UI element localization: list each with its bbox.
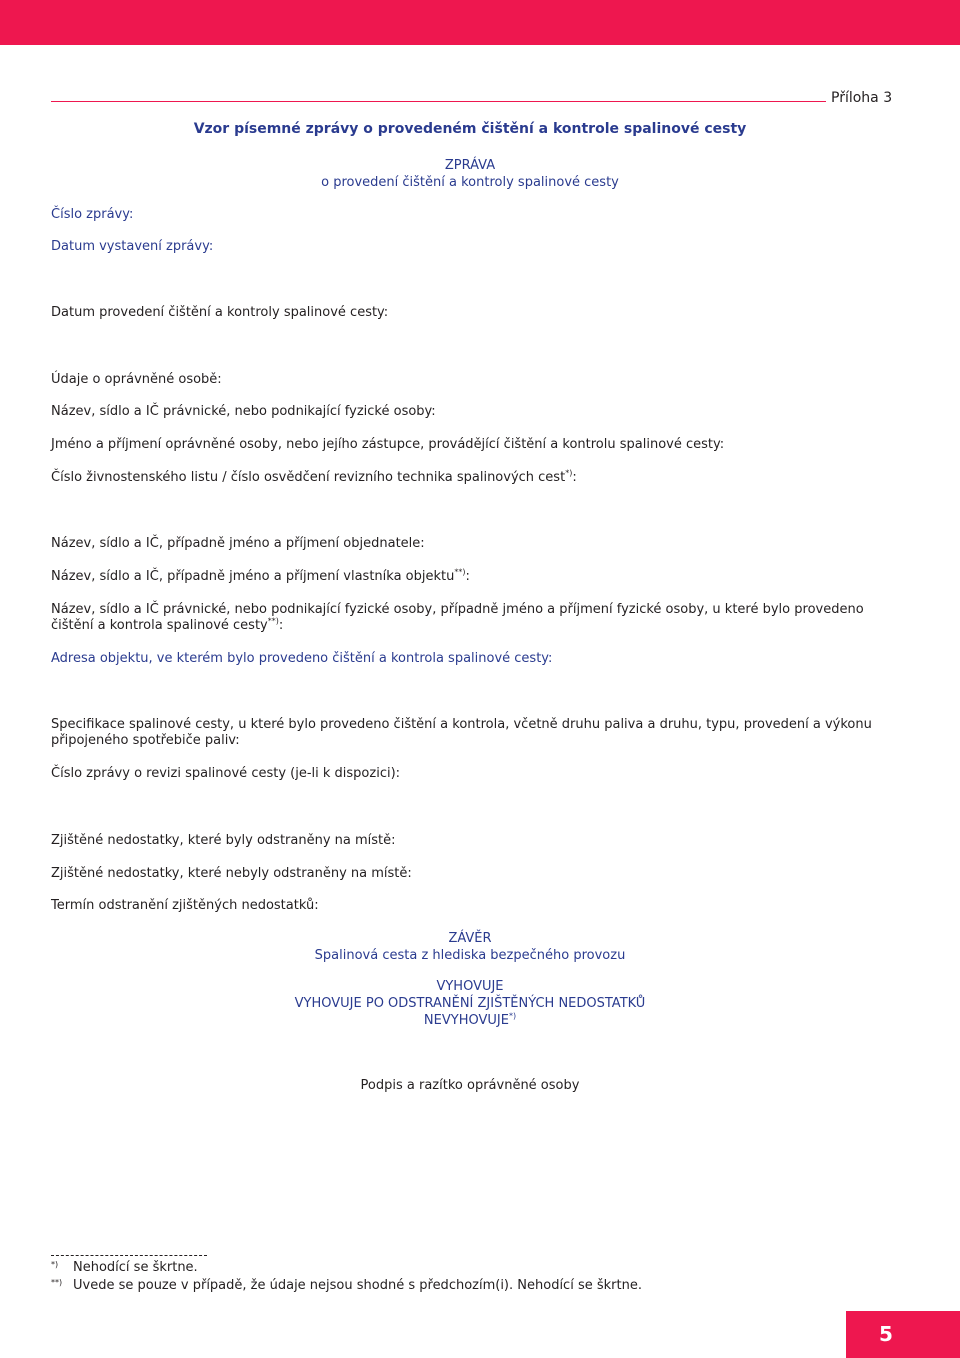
- field-customer: Název, sídlo a IČ, případně jméno a příjmení objednatele:: [51, 536, 425, 551]
- footnote-1: [51, 1260, 198, 1276]
- footnote-ref: **): [267, 616, 279, 626]
- footnote-ref: *): [508, 1011, 517, 1021]
- conclusion-heading: ZÁVĚR: [448, 931, 492, 946]
- conclusion-option-fail: [0, 1012, 940, 1029]
- field-authorized-person: Údaje o oprávněné osobě:: [51, 372, 222, 387]
- document-title: Vzor písemné zprávy o provedeném čištění a kontrole spalinové cesty: [193, 121, 747, 137]
- conclusion-option-pass: VYHOVUJE: [436, 979, 504, 994]
- footnote-divider: [51, 1255, 207, 1256]
- field-address: Adresa objektu, ve kterém bylo provedeno čištění a kontrola spalinové cesty:: [51, 651, 553, 666]
- report-heading-block: [0, 157, 940, 191]
- report-heading: ZPRÁVA: [444, 158, 496, 173]
- page-number: 5: [879, 1322, 893, 1346]
- footnote-text: Uvede se pouze v případě, že údaje nejsou shodné s předchozím(i). Nehodící se škrtne.: [73, 1278, 642, 1293]
- field-user-label: Název, sídlo a IČ právnické, nebo podnikající fyzické osoby, případně jméno a příjmení fyzické osoby, u které bylo provedeno čištění a kontrola spalinové cesty: [51, 602, 864, 633]
- field-specification: Specifikace spalinové cesty, u které bylo provedeno čištění a kontrola, včetně druhu paliva a druhu, typu, provedení a výkonu připojeného spotřebiče paliv:: [51, 717, 872, 748]
- footnote-mark: *): [51, 1260, 59, 1269]
- field-defects-not-fixed: Zjištěné nedostatky, které nebyly odstraněny na místě:: [51, 866, 412, 881]
- header-rule: [51, 101, 826, 102]
- footnote-mark: **): [51, 1278, 63, 1287]
- field-user: [51, 602, 901, 634]
- top-color-band: [0, 0, 960, 45]
- footnote-ref: **): [454, 567, 466, 577]
- footnote-ref: *): [565, 468, 573, 478]
- conclusion-options: [0, 978, 940, 1029]
- field-execution-date: Datum provedení čištění a kontroly spalinové cesty:: [51, 305, 389, 320]
- field-owner-suffix: :: [465, 569, 470, 584]
- field-owner-label: Název, sídlo a IČ, případně jméno a příjmení vlastníka objektu: [51, 569, 455, 584]
- field-license-number: [51, 470, 901, 486]
- field-defects-fixed: Zjištěné nedostatky, které byly odstraněny na místě:: [51, 833, 396, 848]
- field-revision-report: Číslo zprávy o revizi spalinové cesty (je-li k dispozici):: [51, 766, 401, 781]
- field-user-suffix: :: [278, 618, 284, 633]
- field-license-number-suffix: :: [572, 470, 577, 485]
- field-report-number: Číslo zprávy:: [51, 207, 134, 222]
- conclusion-heading-block: [0, 930, 940, 964]
- footnote-text: Nehodící se škrtne.: [73, 1260, 198, 1275]
- appendix-label: Příloha 3: [831, 90, 893, 106]
- conclusion-option-fail-label: NEVYHOVUJE: [423, 1013, 509, 1028]
- field-person-name: Jméno a příjmení oprávněné osoby, nebo jejího zástupce, provádějící čištění a kontrolu spalinové cesty:: [51, 437, 725, 452]
- field-license-number-label: Číslo živnostenského listu / číslo osvědčení revizního technika spalinových cest: [51, 470, 566, 485]
- field-issue-date: Datum vystavení zprávy:: [51, 239, 214, 254]
- field-owner: [51, 569, 901, 585]
- report-subheading: o provedení čištění a kontroly spalinové cesty: [321, 175, 619, 190]
- page-number-badge: [846, 1311, 960, 1358]
- field-company: Název, sídlo a IČ právnické, nebo podnikající fyzické osoby:: [51, 404, 436, 419]
- signature-label: Podpis a razítko oprávněné osoby: [360, 1078, 580, 1093]
- footnote-2: [51, 1278, 642, 1294]
- conclusion-option-pass-after-fix: VYHOVUJE PO ODSTRANĚNÍ ZJIŠTĚNÝCH NEDOSTATKŮ: [294, 996, 646, 1011]
- conclusion-subheading: Spalinová cesta z hlediska bezpečného provozu: [314, 948, 626, 963]
- field-deadline: Termín odstranění zjištěných nedostatků:: [51, 898, 319, 913]
